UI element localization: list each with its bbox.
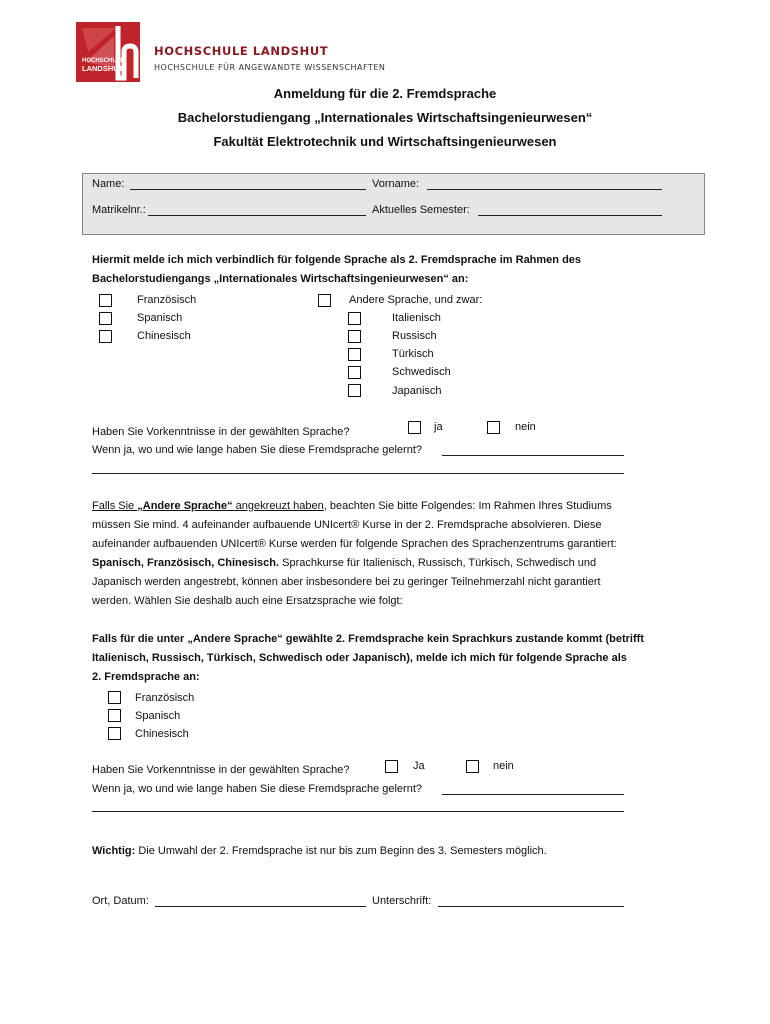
checkbox-andere-sprache[interactable] <box>318 294 331 307</box>
section1-intro-line1: Hiermit melde ich mich verbindlich für folgende Sprache als 2. Fremdsprache im Rahmen des <box>92 254 582 266</box>
checkbox-ersatz-franzoesisch[interactable] <box>108 691 121 704</box>
where-question-1: Wenn ja, wo und wie lange haben Sie diese Fremdsprache gelernt? <box>92 444 422 456</box>
notice-line4-rest: Sprachkurse für Italienisch, Russisch, Türkisch, Schwedisch und <box>279 557 597 569</box>
notice-line1-pre: Falls Sie <box>92 500 138 512</box>
label-russisch: Russisch <box>392 330 437 342</box>
important-note <box>92 845 547 857</box>
checkbox-japanisch[interactable] <box>348 384 361 397</box>
label-ersatz-chinesisch: Chinesisch <box>135 728 189 740</box>
semester-field[interactable] <box>478 215 662 216</box>
section1-intro-line2: Bachelorstudiengangs „Internationales Wirtschaftsingenieurwesen“ an: <box>92 273 469 285</box>
form-title: Anmeldung für die 2. Fremdsprache <box>273 86 497 101</box>
name-field[interactable] <box>130 189 366 190</box>
label-japanisch: Japanisch <box>392 385 442 397</box>
checkbox-ersatz-chinesisch[interactable] <box>108 727 121 740</box>
signature-label: Unterschrift: <box>372 895 432 907</box>
checkbox-prior-no-2[interactable] <box>466 760 479 773</box>
semester-label: Aktuelles Semester: <box>372 204 470 216</box>
logo-mark <box>76 22 140 82</box>
label-schwedisch: Schwedisch <box>392 366 451 378</box>
logo-text-line1: HOCHSCHULE <box>82 58 125 64</box>
notice-line4-bold: Spanisch, Französisch, Chinesisch. <box>92 557 280 569</box>
checkbox-russisch[interactable] <box>348 330 361 343</box>
label-andere-sprache: Andere Sprache, und zwar: <box>349 294 483 306</box>
checkbox-prior-yes-2[interactable] <box>385 760 398 773</box>
where-field-2[interactable] <box>442 794 624 795</box>
matrikel-field[interactable] <box>148 215 366 216</box>
where-field-2-line2[interactable] <box>92 811 624 812</box>
notice-line1 <box>92 500 612 512</box>
signature-field[interactable] <box>438 906 624 907</box>
notice-line1-mid: angekreuzt haben <box>232 500 324 512</box>
notice-line4 <box>92 557 596 569</box>
label-italienisch: Italienisch <box>392 312 441 324</box>
checkbox-tuerkisch[interactable] <box>348 348 361 361</box>
checkbox-prior-no-1[interactable] <box>487 421 500 434</box>
checkbox-spanisch[interactable] <box>99 312 112 325</box>
org-name: HOCHSCHULE LANDSHUT <box>154 44 329 58</box>
notice-line5: Japanisch werden angestrebt, können aber insbesondere bei zu geringer Teilnehmerzahl nicht garantiert <box>92 576 601 588</box>
section2-line1: Falls für die unter „Andere Sprache“ gewählte 2. Fremdsprache kein Sprachkurs zustande kommt (betrifft <box>92 633 644 645</box>
checkbox-prior-yes-1[interactable] <box>408 421 421 434</box>
name-label: Name: <box>92 178 125 190</box>
where-field-1-line2[interactable] <box>92 473 624 474</box>
where-question-2: Wenn ja, wo und wie lange haben Sie diese Fremdsprache gelernt? <box>92 783 422 795</box>
notice-line2: müssen Sie mind. 4 aufeinander aufbauende UNIcert® Kurse in der 2. Fremdsprache absolvieren. Diese <box>92 519 602 531</box>
notice-line6: werden. Wählen Sie deshalb auch eine Ersatzsprache wie folgt: <box>92 595 403 607</box>
label-ersatz-franzoesisch: Französisch <box>135 692 195 704</box>
label-prior-yes-2: Ja <box>413 760 425 772</box>
label-prior-no-1: nein <box>515 421 536 433</box>
logo-text-line2: LANDSHUT <box>82 64 124 73</box>
checkbox-italienisch[interactable] <box>348 312 361 325</box>
university-logo <box>76 22 140 82</box>
important-label: Wichtig: <box>92 845 136 857</box>
label-prior-yes-1: ja <box>434 421 443 433</box>
label-spanisch: Spanisch <box>137 312 183 324</box>
label-prior-no-2: nein <box>493 760 514 772</box>
section2-line2: Italienisch, Russisch, Türkisch, Schwedisch oder Japanisch), melde ich mich für folgende Sprache als <box>92 652 627 664</box>
program-title: Bachelorstudiengang „Internationales Wirtschaftsingenieurwesen“ <box>177 110 593 125</box>
vorname-label: Vorname: <box>372 178 420 190</box>
section2-line3: 2. Fremdsprache an: <box>92 671 200 683</box>
important-text: Die Umwahl der 2. Fremdsprache ist nur bis zum Beginn des 3. Semesters möglich. <box>135 845 547 857</box>
where-field-1[interactable] <box>442 455 624 456</box>
prior-knowledge-question-2: Haben Sie Vorkenntnisse in der gewählten Sprache? <box>92 764 350 776</box>
matrikel-label: Matrikelnr.: <box>92 204 146 216</box>
label-ersatz-spanisch: Spanisch <box>135 710 181 722</box>
notice-line3: aufeinander aufbauenden UNIcert® Kurse werden für folgende Sprachen des Sprachenzentrums garantiert: <box>92 538 617 550</box>
vorname-field[interactable] <box>427 189 662 190</box>
checkbox-schwedisch[interactable] <box>348 366 361 379</box>
faculty-title: Fakultät Elektrotechnik und Wirtschaftsingenieurwesen <box>213 134 557 149</box>
checkbox-chinesisch[interactable] <box>99 330 112 343</box>
checkbox-franzoesisch[interactable] <box>99 294 112 307</box>
label-tuerkisch: Türkisch <box>392 348 434 360</box>
label-franzoesisch: Französisch <box>137 294 197 306</box>
notice-line1-bold: „Andere Sprache“ <box>137 500 233 512</box>
prior-knowledge-question-1: Haben Sie Vorkenntnisse in der gewählten Sprache? <box>92 426 350 438</box>
place-date-field[interactable] <box>155 906 366 907</box>
label-chinesisch: Chinesisch <box>137 330 191 342</box>
notice-line1-rest: , beachten Sie bitte Folgendes: Im Rahmen Ihres Studiums <box>323 500 612 512</box>
place-date-label: Ort, Datum: <box>92 895 149 907</box>
org-subtitle: HOCHSCHULE FÜR ANGEWANDTE WISSENSCHAFTEN <box>154 63 386 72</box>
checkbox-ersatz-spanisch[interactable] <box>108 709 121 722</box>
